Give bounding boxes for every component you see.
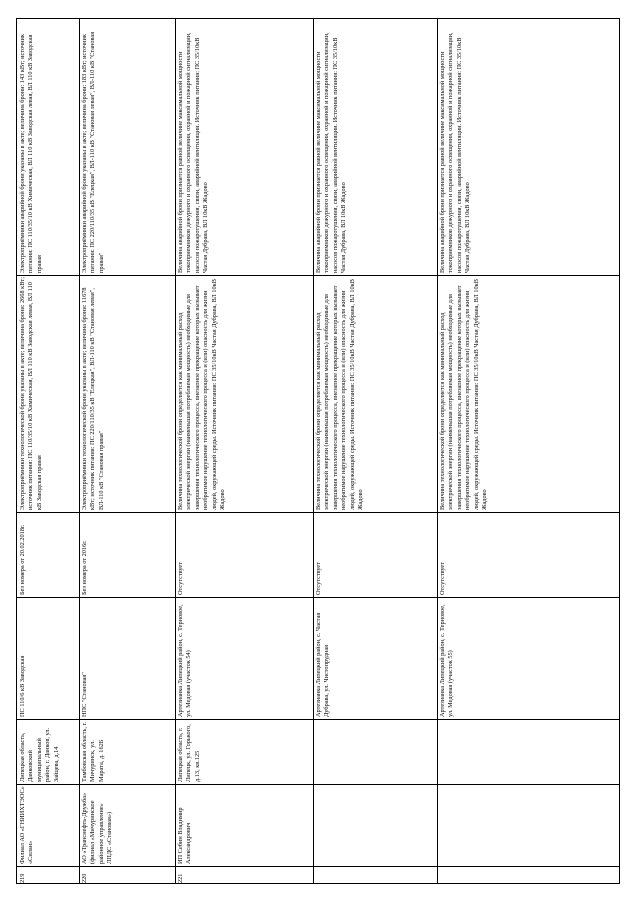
row-219-organization: Филиал АО «ГНИИХТЭОС» «Силан» [19, 786, 35, 864]
row-221-part2-substation-cell [313, 597, 437, 719]
row-220-emergency-reserve: Электроприёмники аварийной брони указаны в акте; величина брони: 183 кВт; источник питания: ПС 220/110/35 кВ "Елецкая", ВЛ-110 кВ "Становая левая", ВЛ-110 кВ "Становая правая" [81, 31, 105, 273]
row-221-organization: ИП Себин Владимир Александрович [177, 807, 193, 864]
row-221-part3-substation-cell [437, 597, 619, 719]
row-221-organization-cell [175, 784, 619, 866]
row-219-organization-cell [17, 784, 79, 866]
row-220-substation-cell [79, 597, 175, 719]
row-220-number: 220 [81, 873, 88, 883]
row-221-part2-act: Отсутствует [315, 562, 322, 595]
row-221-part3-tech-reserve: Величина технологической брони определяется как минимальный расход электрической энергии (наименьшая потребляемая мощность) необходимые для завершения технологического процесса, внезапное прекращение которых вызывает необратимое нарушение технологического процесса и (или) опасность для жизни людей, окружающей среды. Источник питания: ПС 35/10кВ Частая Дубрава, ВЛ 10кВ Жадово [439, 279, 489, 510]
row-221-part2-tech-reserve: Величина технологической брони определяется как минимальный расход электрической энергии (наименьшая потребляемая мощность) необходимые для завершения технологического процесса, внезапное прекращение которых вызывает необратимое нарушение технологического процесса и (или) опасность для жизни людей, окружающей среды. Источник питания: ПС 35/10кВ Частая Дубрава, ВЛ 10кВ Жадово [315, 279, 365, 510]
row-219-address: Липецкая область, Данковский муниципальный район, г. Данков, ул. Зайцева, д.14 [19, 727, 60, 782]
row-220-number-cell [79, 866, 175, 885]
row-220-organization-cell [79, 784, 175, 866]
row-221-part1-act: Отсутствует [177, 562, 184, 595]
row-220-substation: НПС "Становая" [81, 672, 88, 717]
row-220-address-cell [79, 719, 175, 784]
row-221-part3-tech-reserve-cell [437, 275, 619, 512]
row-221-part2-substation: Артезианка Липецкий район, с. Частая Дубрава, ул. Чистопрудная [315, 612, 331, 717]
reserve-table [16, 18, 620, 884]
row-219-tech-reserve-cell [17, 275, 79, 512]
row-220-tech-reserve: Электроприёмники технологической брони указаны в акте; величина брони: 11678 кВт; источник питания: ПС 220/110/35 кВ "Елецкая", ВЛ-110 кВ "Становая левая", ВЛ-110 кВ "Становая правая" [81, 287, 105, 510]
row-219-substation-cell [17, 597, 79, 719]
row-221-part1-act-cell [175, 512, 313, 597]
row-221-part1-emergency-reserve: Величина аварийной брони признается равной величине максимальной мощности токоприемников дежурного и охранного освещения, охранной и пожарной сигнализации, насосов пожаротушения, связи, аварийной вентиляции. Источник питания: ПС 35/10кВ Частая Дубрава, ВЛ 10кВ Жадово [177, 32, 210, 273]
row-221-part3-emergency-reserve-cell [437, 19, 619, 275]
row-221-part3-substation: Артезианка Липецкий район, с. Терновое, ул. Медовая (участок 55) [439, 604, 455, 717]
row-219-emergency-reserve-cell [17, 19, 79, 275]
row-219-act-cell [17, 512, 79, 597]
row-221-part2-emergency-reserve: Величина аварийной брони признается равной величине максимальной мощности токоприемников дежурного и охранного освещения, охранной и пожарной сигнализации, насосов пожаротушения, связи, аварийной вентиляции. Источник питания: ПС 35/10кВ Частая Дубрава, ВЛ 10кВ Жадово [315, 32, 348, 273]
row-220-address: Тамбовская область, г. Мичуринск, ул. Марата, д. 162Б [81, 722, 105, 782]
row-221-part3-emergency-reserve: Величина аварийной брони признается равной величине максимальной мощности токоприемников дежурного и охранного освещения, охранной и пожарной сигнализации, насосов пожаротушения, связи, аварийной вентиляции. Источник питания: ПС 35/10кВ Частая Дубрава, ВЛ 10кВ Жадово [439, 32, 472, 273]
row-220-tech-reserve-cell [79, 275, 175, 512]
row-221-part2-tech-reserve-cell [313, 275, 437, 512]
row-219-act: Без номера от 20.02.2018г. [19, 524, 26, 595]
row-221-part1-tech-reserve-cell [175, 275, 313, 512]
row-221-part2-act-cell [313, 512, 437, 597]
row-221-address: Липецкая область, г. Липецк, ул. Горького, д.13, кв.125 [177, 724, 201, 782]
row-221-part3-act: Отсутствует [439, 562, 446, 595]
row-220-act: Без номера от 2016г. [81, 540, 88, 595]
row-221-part1-emergency-reserve-cell [175, 19, 313, 275]
row-221-part1-tech-reserve: Величина технологической брони определяется как минимальный расход электрической энергии (наименьшая потребляемая мощность) необходимые для завершения технологического процесса, внезапное прекращение которых вызывает необратимое нарушение технологического процесса и (или) опасность для жизни людей, окружающей среды. Источник питания: ПС 35/10кВ Частая Дубрава, ВЛ 10кВ Жадово [177, 279, 227, 510]
row-221-number: 221 [177, 873, 184, 883]
row-221-address-cell [175, 719, 619, 784]
row-219-number-cell [17, 866, 79, 885]
row-219-number: 219 [19, 873, 26, 883]
row-221-number-cell [175, 866, 619, 885]
row-221-part1-substation-cell [175, 597, 313, 719]
row-221-part3-act-cell [437, 512, 619, 597]
row-219-tech-reserve: Электроприёмники технологической брони указаны в акте; величина брони: 2668 кВт; источник питания: ПС 110/35/10 кВ Химическая, ВЛ 110 кВ Заводская левая, ВЛ 110 кВ Заводская правая [19, 277, 43, 510]
row-220-organization: АО «Транснефть-Дружба» (филиал «Мичуринское районное управление» ЛПДС «Становая») [81, 792, 114, 864]
row-221-part1-substation: Артезианка Липецкий район, с. Терновое, ул. Медовая (участок 54) [177, 604, 193, 717]
row-219-substation: ПС 110/6 кВ Заводская [19, 655, 26, 717]
row-221-part2-emergency-reserve-cell [313, 19, 437, 275]
row-220-emergency-reserve-cell [79, 19, 175, 275]
row-219-address-cell [17, 719, 79, 784]
row-219-emergency-reserve: Электроприёмники аварийной брони указаны в акте; величина брони: 143 кВт; источник питания: ПС 110/35/10 кВ Химическая, ВЛ 110 кВ Заводская левая, ВЛ 110 кВ Заводская правая [19, 34, 43, 273]
row-220-act-cell [79, 512, 175, 597]
